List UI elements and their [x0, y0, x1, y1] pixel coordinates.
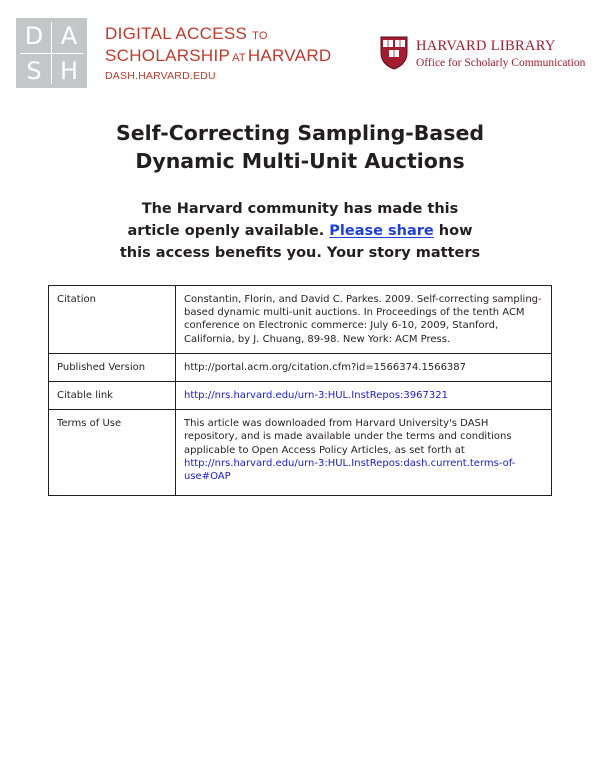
notice-line: this access benefits you. Your story matters — [119, 245, 481, 261]
citation-value: Constantin, Florin, and David C. Parkes. 2009. Self-correcting sampling-based dynamic multi-unit auctions. In Proceedings of the tenth ACM conference on Electronic commerce: July 6-10, 2009, Stanford, California, by J. Chuang, 89-98. New York: ACM Press. — [176, 286, 552, 354]
dash-wordmark-text: SCHOLARSHIP — [105, 46, 231, 65]
harvard-library-title: HARVARD LIBRARY — [416, 38, 556, 54]
table-row — [49, 382, 552, 410]
harvard-shield-icon — [380, 36, 408, 70]
row-label: Citable link — [49, 382, 176, 410]
dash-logo-letter-a: A — [60, 22, 78, 50]
dash-logo-letter-s: S — [26, 57, 42, 85]
dash-wordmark-small: AT — [232, 52, 246, 64]
notice-text: article openly available. — [127, 223, 325, 239]
dash-wordmark-line2 — [105, 46, 331, 68]
dash-wordmark — [105, 24, 331, 82]
citation-info-table — [48, 285, 552, 496]
document-title — [0, 119, 600, 175]
document-title-line: Dynamic Multi-Unit Auctions — [135, 149, 465, 173]
dash-logo-divider — [20, 53, 83, 54]
dash-wordmark-text: DIGITAL ACCESS — [105, 24, 248, 43]
open-access-notice — [0, 198, 600, 264]
dash-logo-letter-d: D — [24, 22, 44, 50]
dash-wordmark-text: HARVARD — [247, 46, 332, 65]
dash-wordmark-line1 — [105, 24, 331, 46]
terms-of-use-text: This article was downloaded from Harvard University's DASH repository, and is made available under the terms and conditions applicable to Open Access Policy Articles, as set forth at — [184, 418, 512, 456]
table-row — [49, 410, 552, 496]
terms-of-use-link[interactable]: http://nrs.harvard.edu/urn-3:HUL.InstRepos:dash.current.terms-of-use#OAP — [184, 457, 516, 483]
citable-link-cell — [176, 382, 552, 410]
notice-line — [0, 220, 600, 242]
row-label: Published Version — [49, 353, 176, 381]
table-row — [49, 353, 552, 381]
harvard-library-wordmark — [416, 38, 585, 70]
row-label: Terms of Use — [49, 410, 176, 496]
dash-wordmark-small: TO — [252, 30, 268, 42]
harvard-library-subtitle: Office for Scholarly Communication — [416, 57, 586, 69]
table-row — [49, 286, 552, 354]
citable-link[interactable]: http://nrs.harvard.edu/urn-3:HUL.InstRepos:3967321 — [184, 390, 448, 402]
terms-of-use-cell — [176, 410, 552, 496]
published-version-value: http://portal.acm.org/citation.cfm?id=1566374.1566387 — [176, 353, 552, 381]
row-label: Citation — [49, 286, 176, 354]
dash-url-link[interactable]: DASH.HARVARD.EDU — [105, 70, 216, 82]
dash-logo — [16, 18, 87, 88]
please-share-link[interactable]: Please share — [329, 223, 434, 239]
document-title-line: Self-Correcting Sampling-Based — [115, 121, 485, 145]
dash-logo-letter-h: H — [59, 57, 79, 85]
notice-text: how — [438, 223, 473, 239]
notice-line: The Harvard community has made this — [141, 201, 459, 217]
